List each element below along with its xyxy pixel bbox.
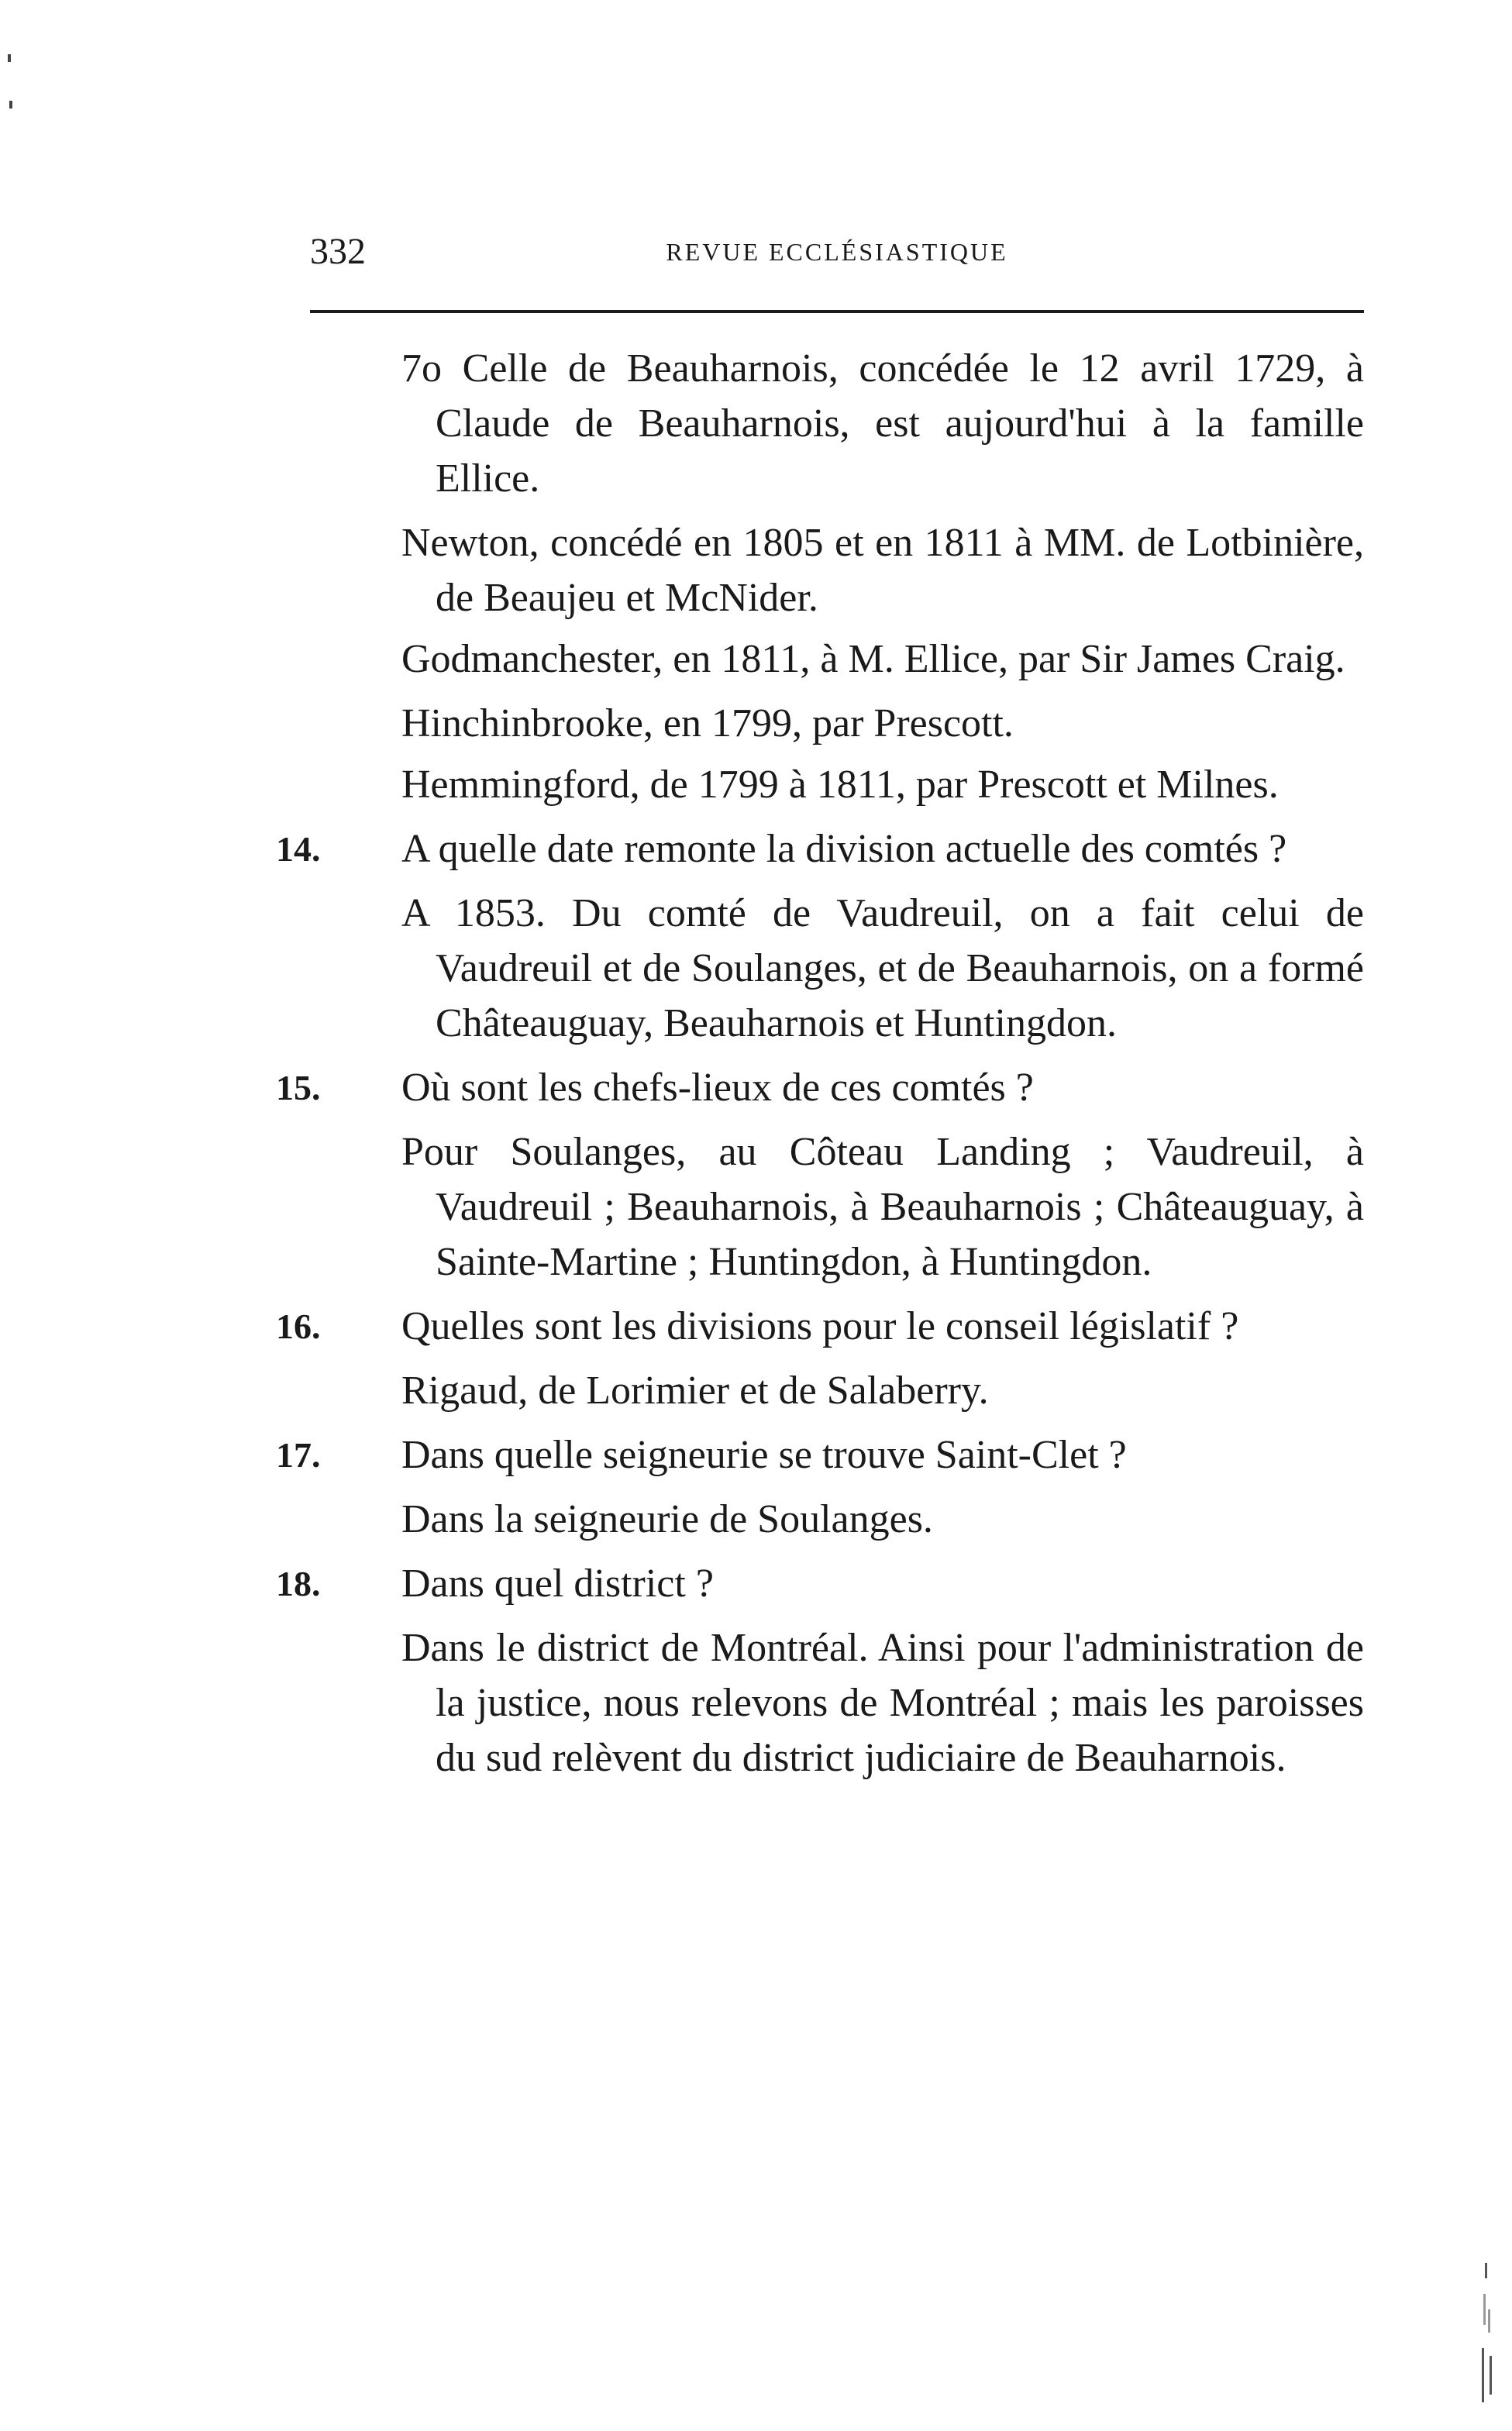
answer-17 <box>310 1492 1364 1547</box>
scan-speck <box>9 101 12 108</box>
answer-text: Rigaud, de Lorimier et de Salaberry. <box>401 1369 989 1413</box>
question-17 <box>276 1427 1364 1482</box>
paragraph <box>310 515 1364 625</box>
answer-15 <box>310 1124 1364 1290</box>
running-title: REVUE ECCLÉSIASTIQUE <box>666 238 1008 266</box>
paragraph <box>310 757 1364 812</box>
paragraph-text: 7o Celle de Beauharnois, concédée le 12 avril 1729, à Claude de Beauharnois, est aujourd'hui à la famille Ellice. <box>401 346 1364 501</box>
paragraph-text: Newton, concédé en 1805 et en 1811 à MM. de Lotbinière, de Beaujeu et McNider. <box>401 521 1364 620</box>
paragraph-text: Hemmingford, de 1799 à 1811, par Prescott et Milnes. <box>401 763 1279 807</box>
question-number: 17. <box>276 1435 321 1475</box>
paragraph <box>310 696 1364 751</box>
question-text: Où sont les chefs-lieux de ces comtés ? <box>401 1066 1034 1110</box>
question-18 <box>276 1556 1364 1611</box>
scan-speck <box>8 54 11 62</box>
answer-14 <box>310 886 1364 1051</box>
page-number: 332 <box>310 231 366 272</box>
header-rule <box>310 310 1364 313</box>
answer-16 <box>310 1363 1364 1418</box>
answer-text: Dans le district de Montréal. Ainsi pour l'administration de la justice, nous relevons de Montréal ; mais les paroisses du sud relèvent du district judiciaire de Beauharnois. <box>401 1626 1364 1780</box>
answer-18 <box>310 1620 1364 1785</box>
question-text: Dans quelle seigneurie se trouve Saint-Clet ? <box>401 1433 1127 1477</box>
question-number: 14. <box>276 829 321 869</box>
question-14 <box>276 821 1364 876</box>
question-16 <box>276 1299 1364 1354</box>
question-text: A quelle date remonte la division actuelle des comtés ? <box>401 827 1287 871</box>
page-header <box>310 225 1364 279</box>
paragraph-text: Godmanchester, en 1811, à M. Ellice, par Sir James Craig. <box>401 637 1345 681</box>
paragraph <box>310 632 1364 687</box>
answer-text: Pour Soulanges, au Côteau Landing ; Vaudreuil, à Vaudreuil ; Beauharnois, à Beauharnois ; Châteauguay, à Sainte-Martine ; Huntingdon, à Huntingdon. <box>401 1130 1364 1284</box>
body-text <box>276 341 1364 1785</box>
question-number: 18. <box>276 1564 321 1603</box>
question-text: Quelles sont les divisions pour le conseil législatif ? <box>401 1304 1239 1348</box>
question-number: 16. <box>276 1307 321 1346</box>
answer-text: A 1853. Du comté de Vaudreuil, on a fait celui de Vaudreuil et de Soulanges, et de Beauharnois, on a formé Châteauguay, Beauharnois et Huntingdon. <box>401 891 1364 1045</box>
scan-edge-marks <box>1480 2263 1503 2402</box>
question-text: Dans quel district ? <box>401 1562 714 1606</box>
paragraph-text: Hinchinbrooke, en 1799, par Prescott. <box>401 701 1014 745</box>
answer-text: Dans la seigneurie de Soulanges. <box>401 1497 933 1541</box>
question-15 <box>276 1060 1364 1115</box>
question-number: 15. <box>276 1068 321 1107</box>
paragraph <box>310 341 1364 506</box>
